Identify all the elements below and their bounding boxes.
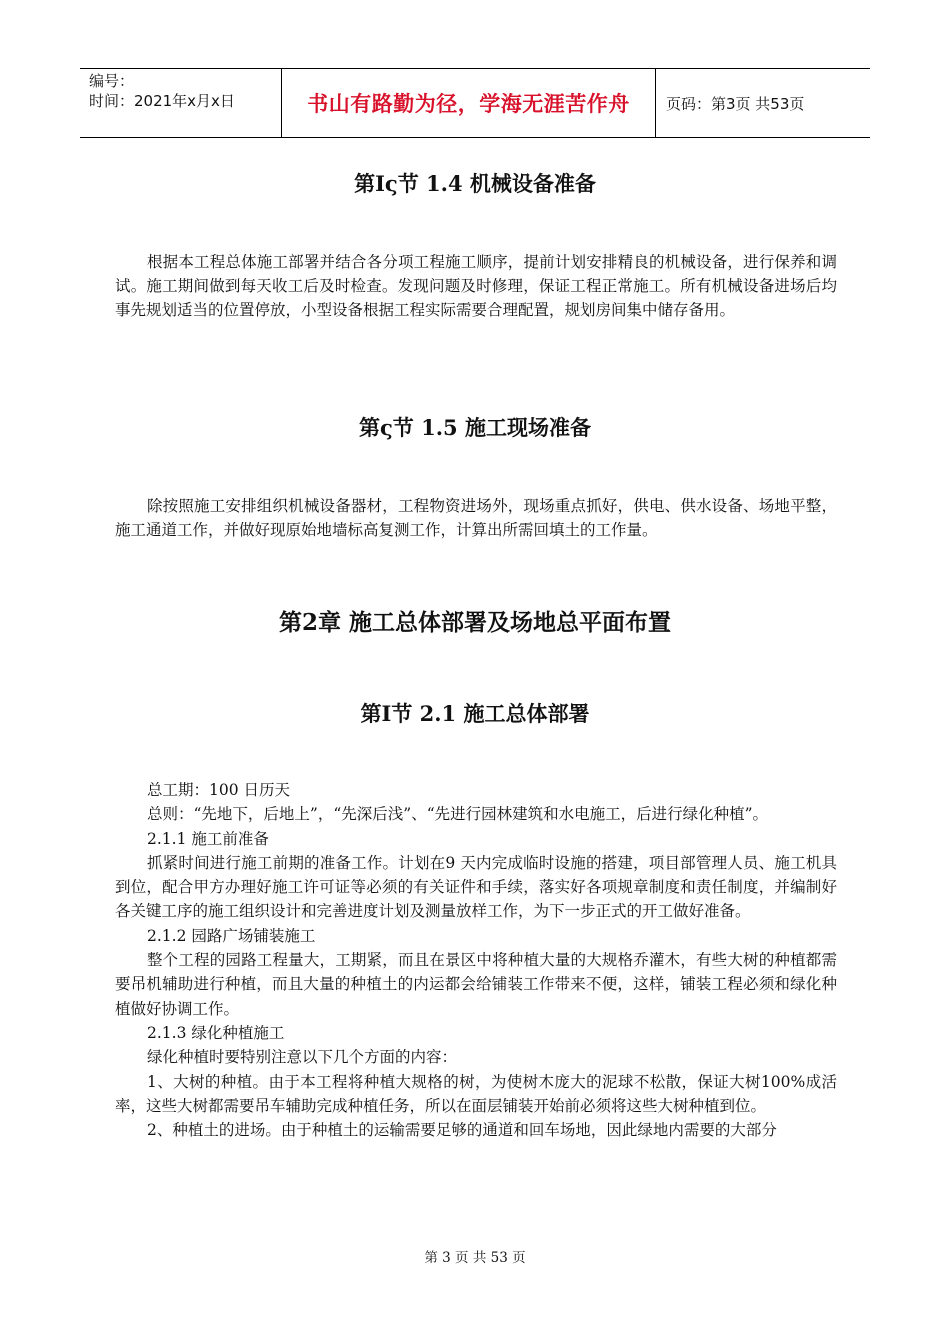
doc-time-label: 时间：2021年x月x日 <box>89 92 235 110</box>
section-1-5-paragraph <box>115 494 837 542</box>
section-1-4-paragraph <box>115 250 837 322</box>
body-line: 绿化种植时要特别注意以下几个方面的内容： <box>147 1048 458 1067</box>
section-1-5-title: 第ς节 1.5 施工现场准备 <box>359 415 591 440</box>
body-line: 抓紧时间进行施工前期的准备工作。计划在9 天内完成临时设施的搭建，项目部管理人员、施工机具到位，配合甲方办理好施工许可证等必须的有关证件和手续，落实好各项规章制度和责任制度，并编制好各关键工序的施工组织设计和完善进度计划及测量放样工作，为下一步正式的开工做好准备。 <box>115 853 837 921</box>
body-line: 整个工程的园路工程量大，工期紧，而且在景区中将种植大量的大规格乔灌木，有些大树的种植都需要吊机辅助进行种植，而且大量的种植土的内运都会给铺装工作带来不便，这样，铺装工程必须和绿化种植做好协调工作。 <box>115 951 837 1018</box>
page-header <box>80 68 870 138</box>
subheading: 2.1.1 施工前准备 <box>147 829 269 848</box>
subheading: 2.1.2 园路广场铺装施工 <box>147 926 316 945</box>
subheading: 2.1.3 绿化种植施工 <box>147 1023 285 1042</box>
section-1-4-title: 第Iς节 1.4 机械设备准备 <box>354 171 596 196</box>
body-line: 总工期：100 日历天 <box>147 781 291 799</box>
page-footer: 第 3 页 共 53 页 <box>424 1250 526 1266</box>
header-meta <box>80 69 282 137</box>
body-line: 2、种植土的进场。由于种植土的运输需要足够的通道和回车场地，因此绿地内需要的大部分 <box>147 1121 777 1140</box>
body-line: 1、大树的种植。由于本工程将种植大规格的树，为使树木庞大的泥球不松散，保证大树100%成活率，这些大树都需要吊车辅助完成种植任务，所以在面层铺装开始前必须将这些大树种植到位。 <box>115 1072 837 1115</box>
section-2-1-title: 第I节 2.1 施工总体部署 <box>360 701 590 726</box>
header-page-info: 页码：第3页 共53页 <box>666 94 805 113</box>
paragraph-text: 根据本工程总体施工部署并结合各分项工程施工顺序，提前计划安排精良的机械设备，进行保养和调试。施工期间做到每天收工后及时检查。发现问题及时修理，保证工程正常施工。所有机械设备进场后均事先规划适当的位置停放，小型设备根据工程实际需要合理配置，规划房间集中储存备用。 <box>115 253 837 319</box>
paragraph-text: 除按照施工安排组织机械设备器材，工程物资进场外，现场重点抓好，供电、供水设备、场地平整，施工通道工作，并做好现原始地墙标高复测工作，计算出所需回填土的工作量。 <box>115 497 837 539</box>
header-motto: 书山有路勤为径，学海无涯苦作舟 <box>282 69 656 137</box>
doc-number-label: 编号： <box>89 72 135 90</box>
chapter-2-title: 第2章 施工总体部署及场地总平面布置 <box>278 609 671 636</box>
body-line: 总则：“先地下，后地上”，“先深后浅”、“先进行园林建筑和水电施工，后进行绿化种植”。 <box>147 805 769 824</box>
section-2-1-body <box>115 778 837 1142</box>
